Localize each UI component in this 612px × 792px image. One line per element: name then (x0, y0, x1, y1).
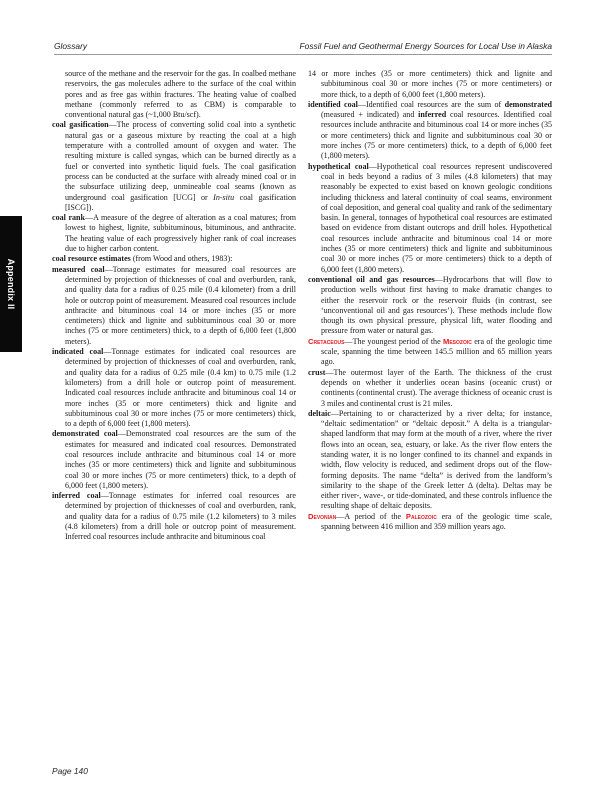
link-paleozoic[interactable]: Paleozoic (405, 511, 437, 521)
definition: —A measure of the degree of alteration as a coal matures; from lowest to highest, lignite, subbituminous, bituminous, and anthracite. The heating value of each progressively higher rank of coal increases due to higher carbon content. (65, 213, 296, 254)
term-inferred-coal: inferred coal (52, 491, 101, 501)
term-cretaceous: Cretaceous (308, 336, 345, 346)
definition: —The outermost layer of the Earth. The thickness of the crust depends on whether it underlies ocean basins (oceanic crust) or continents (continental crust). The average thickness of oceanic crust is 3 miles and continental crust is 21 miles. (321, 367, 552, 408)
term-deltaic: deltaic (308, 408, 331, 418)
definition: —Hypothetical coal resources represent undiscovered coal in beds beyond a radius of 3 miles (4.8 kilometers) that may reasonably be expected to exist based on known geologic conditions including thickness and lateral continuity of coal seams, environment of coal deposition, and general coal quality and rank of the sedimentary basin. In general, tonnages of hypothetical coal resources are estimated based on evidence from distant outcrops and drill holes. Hypothetical coal resources include anthracite and bituminous coal 14 or more inches (35 or more centimeters) thick and lignite and subbituminous coal 30 or more inches (75 or more centimeters) thick to a depth of 6,000 feet (1,800 meters). (321, 161, 552, 274)
definition-part: era of the geologic time scale, spanning between 416 million and 359 million years ago. (321, 511, 552, 532)
term-demonstrated-coal: demonstrated coal (52, 429, 118, 439)
page-number: Page 140 (52, 766, 88, 776)
glossary-entry-identified-coal (308, 100, 552, 162)
glossary-entry-crust (308, 368, 552, 409)
definition-part: coal resources. Identified coal resources include anthracite and bituminous coal 14 or more inches (35 or more centimeters) thick and lignite and subbituminous coal 30 or more inches (75 or more centimeters) thick, to a depth of 6,000 feet (1,800 meters). (321, 110, 552, 161)
glossary-entry-coal-resource-estimates (52, 254, 296, 264)
continued-entry-text (52, 69, 296, 120)
glossary-entry-conventional-oil-gas (308, 275, 552, 337)
continued-entry-text (308, 69, 552, 100)
definition: —Tonnage estimates for inferred coal resources are determined by projection of thicknesses of coal and overburden, rank, and quality data for a radius of 0.75 mile (1.2 kilometers) to 3 miles (4.8 kilometers) from a drill hole or outcrop point of measurement. Inferred coal resources include anthracite and bituminous coal (65, 491, 296, 542)
term-coal-resource-estimates: coal resource estimates (52, 254, 131, 264)
glossary-entry-measured-coal (52, 265, 296, 347)
term-coal-rank: coal rank (52, 213, 86, 223)
glossary-entry-demonstrated-coal (52, 429, 296, 491)
definition-part: era of the geologic time scale, spanning the time between 145.5 million and 65 million years ago. (321, 336, 552, 367)
definition-bold: demonstrated (504, 99, 552, 109)
term-indicated-coal: indicated coal (52, 347, 104, 357)
definition: —Pertaining to or characterized by a river delta; for instance, “deltaic sedimentation” or “deltaic deposit.” A delta is a triangular-shaped landform that may form at the mouth of a river, where the river flows into an ocean, sea, estuary, or lake. As the river flow enters the standing water, it is no longer confined to its channel and expands in width, flow velocity is reduced, and sediment drops out of the flow-forming deposits. The name “delta” is derived from the landform’s similarity to the shape of the Greek letter Δ (delta). Deltas may be either river-, wave-, or tide-dominated, and these controls influence the resulting shape of deltaic deposits. (321, 408, 552, 511)
left-column (52, 69, 296, 543)
term-measured-coal: measured coal (52, 264, 105, 274)
glossary-entry-deltaic (308, 409, 552, 512)
term-hypothetical-coal: hypothetical coal (308, 161, 369, 171)
definition-bold: inferred (418, 110, 447, 120)
term-coal-gasification: coal gasification (52, 120, 109, 130)
glossary-entry-indicated-coal (52, 347, 296, 429)
definition: (from Wood and others, 1983): (130, 254, 233, 264)
term-conventional-oil-gas: conventional oil and gas resources (308, 274, 435, 284)
definition-italic: In-situ (213, 192, 235, 202)
glossary-entry-coal-gasification (52, 120, 296, 213)
term-devonian: Devonian (308, 511, 337, 521)
definition: —Hydrocarbons that will flow to production wells without first having to make dramatic changes to either the reservoir rock or the reservoir fluids (in contrast, see ‘unconventional oil and gas resources’). These methods include flow though its own physical pressure, physical lift, water flooding and pressure from water or natural gas. (321, 274, 552, 336)
right-column (308, 69, 552, 532)
link-mesozoic[interactable]: Mesozoic (443, 336, 472, 346)
definition-part: —The process of converting solid coal into a synthetic natural gas or a gaseous mixture by reacting the coal at a high temperature with a controlled amount of oxygen and water. The resulting mixture is called syngas, which can be burned directly as a fuel or converted into synthetic liquid fuels. The coal gasification process can be conducted at the surface with already mined coal or in the subsurface utilizing deep, unmineable coal seams (known as underground coal gasification [UCG] or (65, 120, 296, 202)
appendix-side-tab (0, 216, 22, 352)
appendix-tab-label: Appendix II (6, 258, 16, 310)
continued-text: source of the methane and the reservoir for the gas. In coalbed methane reservoirs, the gas molecules adhere to the surface of the coal within pores and as free gas within fractures. The heating value of coalbed methane (commonly referred to as CBM) is comparable to conventional natural gas (~1,000 Btu/scf). (65, 69, 296, 120)
definition: —Demonstrated coal resources are the sum of the estimates for measured and indicated coal resources. Demonstrated coal resources include anthracite and bituminous coal 14 or more inches (35 or more centimeters) thick and lignite and subbituminous coal 30 or more inches (75 or more centimeters) thick, to a depth of 6,000 feet (1,800 meters). (65, 429, 297, 490)
definition-part: (measured + indicated) and (321, 110, 419, 120)
continued-text: 14 or more inches (35 or more centimeters) thick and lignite and subbituminous coal 30 or more inches (75 or more centimeters) or more thick, to a depth of 6,000 feet (1,800 meters). (308, 69, 552, 99)
term-identified-coal: identified coal (308, 99, 358, 109)
glossary-entry-coal-rank (52, 213, 296, 254)
header-divider (54, 54, 552, 55)
glossary-entry-cretaceous (308, 337, 552, 368)
definition-part: —Identified coal resources are the sum of (357, 99, 505, 109)
definition-part: —A period of the (336, 511, 406, 521)
glossary-entry-devonian (308, 512, 552, 533)
definition: —Tonnage estimates for indicated coal resources are determined by projection of thicknesses of coal and overburden, rank, and quality data for a radius of 0.25 mile (0.4 km) to 0.75 mile (1.2 kilometers) from a drill hole or outcrop point of measurement. Indicated coal resources include anthracite and bituminous coal 14 or more inches (35 or more centimeters) thick and lignite and subbituminous coal 30 or more inches (75 or more centimeters) thick, to a depth of 6,000 feet (1,800 meters). (65, 347, 296, 429)
glossary-entry-inferred-coal (52, 491, 296, 542)
glossary-entry-hypothetical-coal (308, 162, 552, 275)
definition-part: coal gasification [ISCG]). (65, 192, 297, 212)
header-left: Glossary (54, 41, 88, 51)
definition-part: —The youngest period of the (344, 336, 444, 346)
definition: —Tonnage estimates for measured coal resources are determined by projection of thicknesses of coal and overburden, rank, and quality data for a radius of 0.25 mile (0.4 kilometer) from a drill hole or outcrop point of measurement. Measured coal resources include anthracite and bituminous coal 14 or more inches (35 or more centimeters) thick and lignite and subbituminous coal 30 or more inches (75 or more centimeters) thick, to a depth of 6,000 feet (1,800 meters). (65, 264, 296, 346)
header-right: Fossil Fuel and Geothermal Energy Sources for Local Use in Alaska (299, 41, 552, 51)
term-crust: crust (308, 367, 326, 377)
